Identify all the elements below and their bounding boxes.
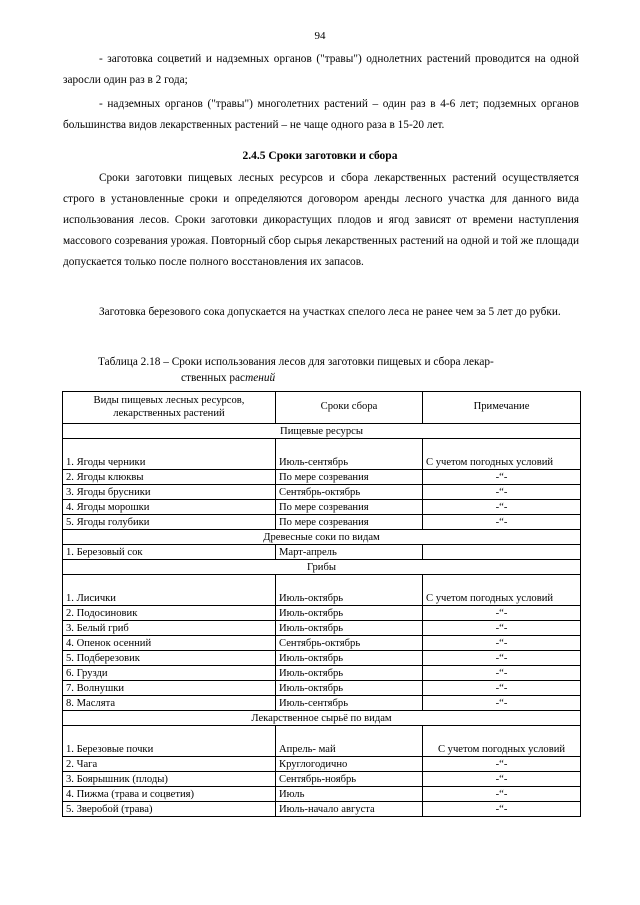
column-header: Сроки сбора <box>276 392 423 424</box>
cell-period: Июль-сентябрь <box>276 696 423 711</box>
cell-resource: 2. Подосиновик <box>63 606 276 621</box>
cell-period: По мере созревания <box>276 515 423 530</box>
paragraph-text: Заготовка березового сока допускается на участках спелого леса не ранее чем за 5 лет до рубки. <box>99 306 561 318</box>
cell-note: -“- <box>423 666 581 681</box>
cell-period: Сентябрь-октябрь <box>276 636 423 651</box>
section-title: Древесные соки по видам <box>63 530 581 545</box>
column-header: Виды пищевых лесных ресурсов, лекарственных растений <box>63 392 276 424</box>
cell-resource: 1. Березовый сок <box>63 545 276 560</box>
cell-note: С учетом погодных условий <box>423 726 581 757</box>
paragraph-annual-plants <box>63 49 579 91</box>
table-row <box>63 681 581 696</box>
cell-resource: 2. Ягоды клюквы <box>63 470 276 485</box>
cell-period: Июль-октябрь <box>276 606 423 621</box>
cell-note: С учетом погодных условий <box>423 439 581 470</box>
section-title: Лекарственное сырьё по видам <box>63 711 581 726</box>
cell-note: -“- <box>423 500 581 515</box>
cell-resource: 3. Белый гриб <box>63 621 276 636</box>
table-row <box>63 485 581 500</box>
table-row <box>63 470 581 485</box>
section-row <box>63 560 581 575</box>
cell-note: -“- <box>423 606 581 621</box>
table-row <box>63 575 581 606</box>
cell-note: -“- <box>423 485 581 500</box>
cell-period: Июль-октябрь <box>276 575 423 606</box>
table-row <box>63 666 581 681</box>
cell-note: -“- <box>423 696 581 711</box>
cell-period: По мере созревания <box>276 470 423 485</box>
paragraph-text: - надземных органов ("травы") многолетних растений – один раз в 4-6 лет; подземных органов большинства видов лекарственных растений – не чаще одного раза в 15-20 лет. <box>63 98 579 131</box>
page-number: 94 <box>314 30 326 42</box>
cell-period: Июль-октябрь <box>276 666 423 681</box>
column-header: Примечание <box>423 392 581 424</box>
cell-resource: 4. Ягоды морошки <box>63 500 276 515</box>
section-title: Грибы <box>63 560 581 575</box>
table-row <box>63 636 581 651</box>
cell-period: Июль-сентябрь <box>276 439 423 470</box>
cell-note: -“- <box>423 802 581 817</box>
cell-note: -“- <box>423 621 581 636</box>
cell-note: -“- <box>423 470 581 485</box>
cell-period: Июль-начало августа <box>276 802 423 817</box>
paragraph-text: Сроки заготовки пищевых лесных ресурсов и сбора лекарственных растений осуществляется строго в установленные сроки и определяются договором аренды лесного участка для данного вида использования лесов. Сроки заготовки дикорастущих плодов и ягод зависят от времени наступления массового созревания урожая. Повторный сбор сырья лекарственных растений на одной и той же площади допускается только после полного восстановления их запасов. <box>63 172 579 268</box>
table-row <box>63 515 581 530</box>
cell-resource: 1. Ягоды черники <box>63 439 276 470</box>
section-title: Пищевые ресурсы <box>63 424 581 439</box>
cell-resource: 7. Волнушки <box>63 681 276 696</box>
section-row <box>63 530 581 545</box>
cell-resource: 5. Подберезовик <box>63 651 276 666</box>
table-row <box>63 696 581 711</box>
section-row <box>63 711 581 726</box>
paragraph-harvest-terms <box>63 168 579 273</box>
paragraph-perennial-plants <box>63 94 579 136</box>
cell-note: -“- <box>423 787 581 802</box>
cell-resource: 1. Лисички <box>63 575 276 606</box>
cell-resource: 6. Грузди <box>63 666 276 681</box>
paragraph-text: - заготовка соцветий и надземных органов ("травы") однолетних растений проводится на одной заросли один раз в 2 года; <box>63 53 579 86</box>
caption-text-italic: тений <box>245 372 276 384</box>
cell-resource: 5. Зверобой (трава) <box>63 802 276 817</box>
cell-period: Апрель- май <box>276 726 423 757</box>
table-row <box>63 439 581 470</box>
cell-resource: 4. Пижма (трава и соцветия) <box>63 787 276 802</box>
cell-resource: 4. Опенок осенний <box>63 636 276 651</box>
caption-line: Таблица 2.18 – Сроки использования лесов для заготовки пищевых и сбора лекар- <box>98 356 494 368</box>
caption-text: ственных рас <box>181 372 246 384</box>
cell-period: Июль-октябрь <box>276 681 423 696</box>
section-heading: 2.4.5 Сроки заготовки и сбора <box>242 150 398 162</box>
cell-note: -“- <box>423 515 581 530</box>
cell-period: Июль-октябрь <box>276 621 423 636</box>
table-row <box>63 787 581 802</box>
cell-note: -“- <box>423 636 581 651</box>
table-row <box>63 545 581 560</box>
caption-line <box>98 370 568 386</box>
cell-period: Март-апрель <box>276 545 423 560</box>
cell-resource: 2. Чага <box>63 757 276 772</box>
table-caption <box>98 354 568 386</box>
table-row <box>63 772 581 787</box>
cell-period: Сентябрь-ноябрь <box>276 772 423 787</box>
table-header-row <box>63 392 581 424</box>
cell-note: -“- <box>423 651 581 666</box>
cell-resource: 3. Ягоды брусники <box>63 485 276 500</box>
cell-period: Круглогодично <box>276 757 423 772</box>
cell-note <box>423 545 581 560</box>
section-row <box>63 424 581 439</box>
table-row <box>63 802 581 817</box>
cell-period: Сентябрь-октябрь <box>276 485 423 500</box>
cell-period: Июль <box>276 787 423 802</box>
table-row <box>63 500 581 515</box>
table-row <box>63 606 581 621</box>
paragraph-birch-sap <box>63 302 579 323</box>
harvest-terms-table <box>62 391 581 817</box>
cell-note: -“- <box>423 757 581 772</box>
table-row <box>63 621 581 636</box>
cell-resource: 1. Березовые почки <box>63 726 276 757</box>
cell-note: -“- <box>423 772 581 787</box>
table-row <box>63 757 581 772</box>
table-row <box>63 726 581 757</box>
cell-resource: 8. Маслята <box>63 696 276 711</box>
table-row <box>63 651 581 666</box>
cell-note: С учетом погодных условий <box>423 575 581 606</box>
cell-period: Июль-октябрь <box>276 651 423 666</box>
cell-note: -“- <box>423 681 581 696</box>
cell-resource: 3. Боярышник (плоды) <box>63 772 276 787</box>
cell-period: По мере созревания <box>276 500 423 515</box>
cell-resource: 5. Ягоды голубики <box>63 515 276 530</box>
